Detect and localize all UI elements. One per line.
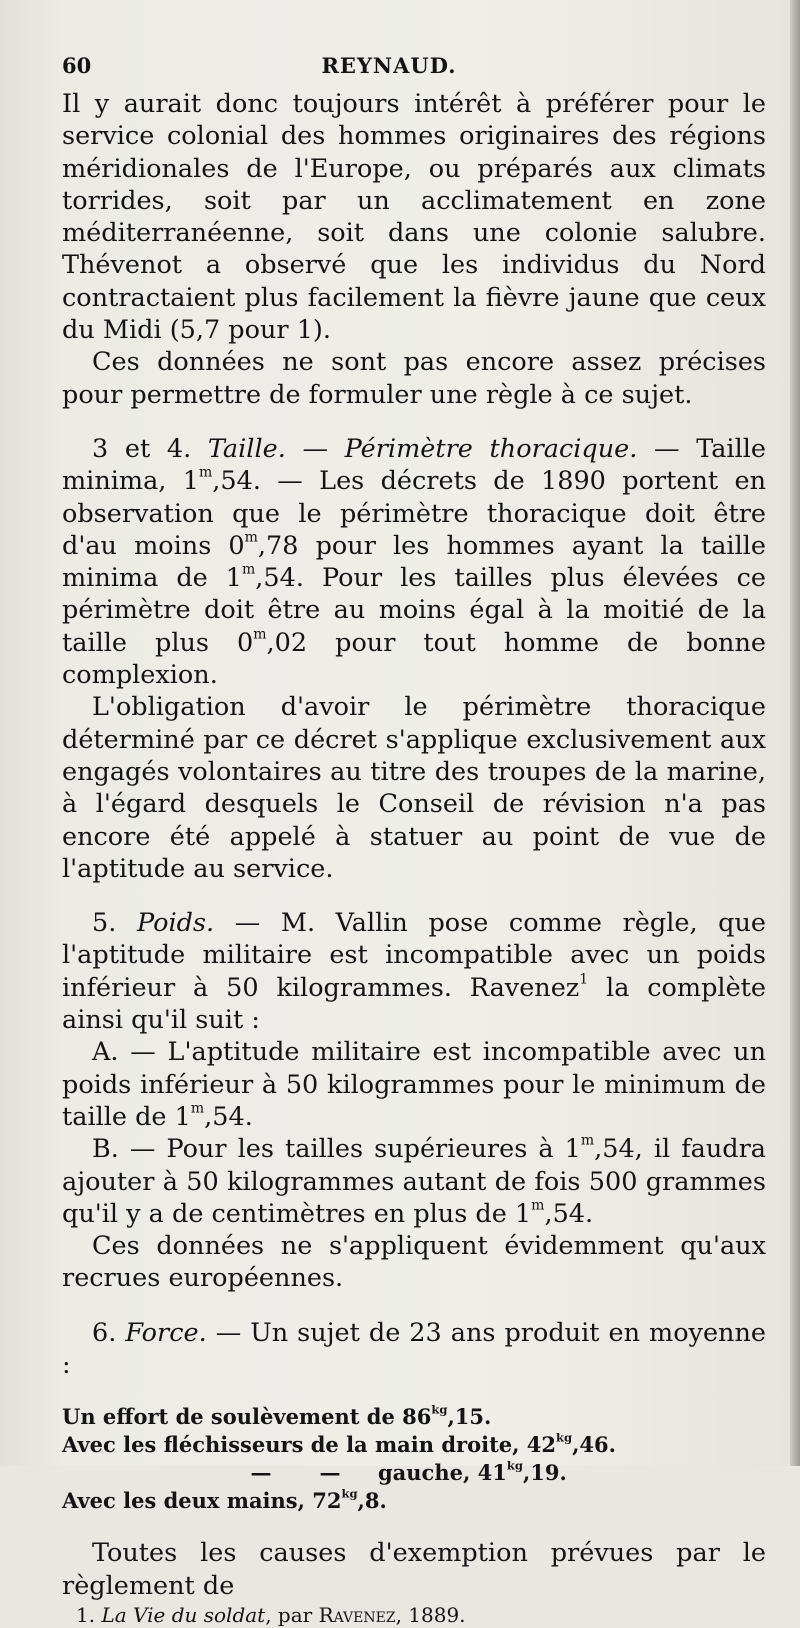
measure-line: Avec les fléchisseurs de la main droite, $42^{kg},46$. xyxy=(62,1430,616,1458)
section-number: 5. xyxy=(92,908,117,939)
paragraph-causes-exemption: Toutes les causes d'exemption prévues par le règlement de xyxy=(62,1538,766,1601)
footnote-author: Ravenez xyxy=(318,1602,396,1627)
section-heading: Taille. — Périmètre thoracique. xyxy=(207,433,638,464)
measure-line: Un effort de soulèvement de $86^{kg},15$. xyxy=(62,1402,492,1430)
measure-line: Avec les deux mains, $72^{kg},8$. xyxy=(62,1486,387,1514)
section-taille-perimetre: 3 et 4. Taille. — Périmètre thoracique. — Taille minima, 1$^m$,54. — Les décrets de 1890 portent en observation que le périmètre thoracique doit être d'au moins 0$^m$,78 pour les hommes ayant la taille minima de 1$^m$,54. Pour les tailles plus élevées ce périmètre doit être au moins égal à la moitié de la taille plus 0$^m$,02 pour tout homme de bonne complexion. xyxy=(62,433,766,691)
running-header xyxy=(62,50,766,88)
paragraph-recrues: Ces données ne s'appliquent évidemment qu'aux recrues européennes. xyxy=(62,1231,766,1294)
book-spine-edge xyxy=(790,0,800,1466)
section-heading: Poids. xyxy=(136,908,215,939)
measure-line: — — gauche, $41^{kg},19$. xyxy=(250,1458,567,1486)
section-poids: 5. Poids. — M. Vallin pose comme règle, que l'aptitude militaire est incompatible avec un poids inférieur à 50 kilogrammes. Ravenez$^1$ la complète ainsi qu'il suit : xyxy=(62,908,767,1036)
footnote-title: La Vie du soldat xyxy=(101,1602,266,1627)
section-heading: Force. xyxy=(125,1317,207,1348)
footnote: 1. La Vie du soldat, par Ravenez, 1889. xyxy=(76,1602,466,1627)
section-number: 3 et 4. xyxy=(92,433,192,464)
paragraph-a: A. — L'aptitude militaire est incompatible avec un poids inférieur à 50 kilogrammes pour le minimum de taille de 1$^m$,54. xyxy=(62,1037,766,1132)
running-head: REYNAUD. xyxy=(321,53,457,78)
section-number: 6. xyxy=(92,1317,117,1348)
paragraph-acclimatement: Il y aurait donc toujours intérêt à préférer pour le service colonial des hommes originaires des régions méridionales de l'Europe, ou préparés aux climats torrides, soit par un acclimatement en zone méditerranéenne, soit dans une colonie salubre. Thévenot a observé que les individus du Nord contractaient plus facilement la fièvre jaune que ceux du Midi (5,7 pour 1). xyxy=(62,89,766,346)
paragraph-b: B. — Pour les tailles supérieures à 1$^m$,54, il faudra ajouter à 50 kilogrammes autant de fois 500 grammes qu'il y a de centimètres en plus de 1$^m$,54. xyxy=(62,1132,766,1229)
paragraph-donnees: Ces données ne sont pas encore assez précises pour permettre de formuler une règle à ce sujet. xyxy=(62,347,766,410)
paragraph-obligation: L'obligation d'avoir le périmètre thoracique déterminé par ce décret s'applique exclusivement aux engagés volontaires au titre des troupes de la marine, à l'égard desquels le Conseil de révision n'a pas encore été appelé à statuer au point de vue de l'aptitude au service. xyxy=(62,692,766,884)
section-force: 6. Force. — Un sujet de 23 ans produit en moyenne : xyxy=(62,1317,766,1380)
footnote-ref: 1 xyxy=(579,971,589,988)
force-measures xyxy=(62,1403,766,1515)
page-number: 60 xyxy=(62,53,92,78)
page-text xyxy=(62,50,766,1628)
